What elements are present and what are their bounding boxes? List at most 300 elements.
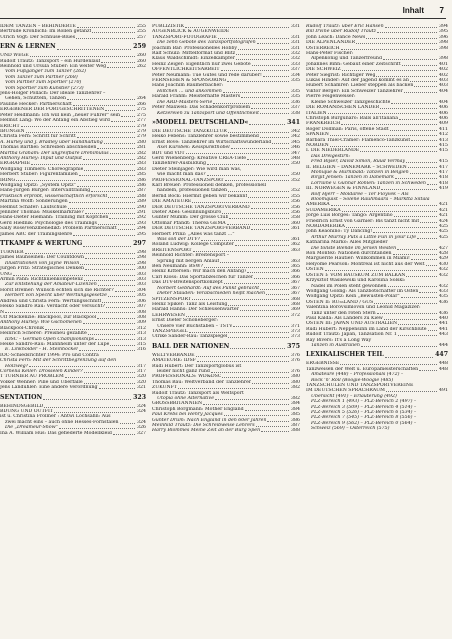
leader-dots	[419, 289, 437, 293]
toc-entry-title: Rudi Hubert: Neppensinn im Land der Kirschblüte	[306, 326, 427, 332]
toc-page-number: 260	[137, 58, 146, 64]
toc-entry-title: GROSSBRITANNIEN	[152, 401, 203, 407]
toc-page-number: 307	[137, 304, 146, 310]
leader-dots	[99, 385, 136, 389]
toc-entry-title: PLZ-Bereich 9 (562) – PLZ-Bereich 0 (564) –	[311, 420, 417, 426]
leader-dots	[120, 420, 136, 424]
toc-entry	[306, 426, 448, 431]
toc-page-number: 298	[137, 255, 146, 261]
toc-entry-title: Praktisch erprobt, wissenschaftlich erforscht	[0, 193, 108, 199]
leader-dots	[404, 89, 437, 93]
leader-dots	[29, 364, 135, 368]
leader-dots	[109, 215, 135, 219]
toc-entry-title: Heinz Kittersen: Wir mach den Anfang?	[152, 269, 247, 275]
running-title: Inhalt	[402, 6, 424, 15]
toc-entry-title: ERGRAPHIE	[0, 161, 31, 167]
toc-entry-title: Was soll der DTV?	[157, 237, 201, 243]
toc-page-number: 291	[137, 210, 146, 215]
leader-dots	[228, 188, 289, 192]
toc-entry-title: Carl Kloss: Das Sportabzeichen für Tänzer	[152, 274, 254, 280]
toc-entry-title: Martina Wolff: Sonderungen	[0, 199, 68, 205]
toc-page-number: 317	[137, 368, 146, 374]
toc-page-number: 432	[439, 267, 448, 273]
toc-page-number: 345	[291, 139, 300, 145]
leader-dots	[408, 165, 437, 169]
leader-dots	[79, 347, 135, 351]
toc-entry-title: T TURNIER AU PROBLEM	[0, 374, 64, 380]
toc-entry-title: TURNIER	[0, 250, 24, 256]
toc-entry-title: Wolfgang Opitz: Kein „Bewusten-Polar"	[306, 294, 400, 300]
leader-dots	[254, 275, 289, 279]
toc-page-number: 413	[439, 137, 448, 143]
toc-entry-title: Ulf Mackenzie: Blackpool, zur Blackpool	[0, 314, 97, 320]
toc-page-number: 288	[137, 193, 146, 199]
toc-entry-title: Wolfgang Timmers: Choreographie	[0, 166, 84, 172]
toc-entry-title: Anthony Hurley: Wie Gschomenen	[0, 320, 82, 326]
leader-dots	[105, 107, 135, 111]
toc-page-number: 448	[439, 366, 448, 372]
leader-dots	[380, 105, 437, 109]
toc-page-number: 367	[291, 280, 300, 286]
toc-entry-title: BREITENSPORT	[152, 247, 192, 253]
leader-dots	[102, 299, 135, 303]
toc-entry-title: FERNSEHEN & SPONSORING	[152, 78, 227, 84]
toc-entry-title: Birgit Jensen: Tanzen in Dänemark	[311, 175, 395, 181]
leader-dots	[402, 62, 437, 66]
toc-entry-title: Vom Partner zum Sportler (270)	[5, 80, 82, 86]
toc-entry-title: Dieter Abel: Gesinnungsbüro	[152, 210, 222, 215]
toc-page-number: 309	[137, 320, 146, 326]
toc-entry-title: Herbert von Specht über Wertungsgesetze	[5, 293, 107, 299]
toc-entry-title: NORDEN	[306, 142, 329, 148]
toc-entry-title: Roger Dollman: Paris, offene Stadt	[306, 126, 389, 132]
leader-dots	[83, 320, 135, 324]
toc-entry-title: Heinz Zeiger: Eigentlich nur zwei Gebote	[152, 61, 251, 67]
leader-dots	[21, 124, 135, 128]
leader-dots	[417, 235, 437, 239]
toc-page-number: 279	[137, 123, 146, 129]
toc-page-number: 275	[137, 107, 146, 113]
leader-dots	[77, 24, 135, 28]
toc-page-number: 257	[137, 34, 146, 40]
toc-page-number: 418	[439, 180, 448, 186]
toc-page-number: 376	[291, 368, 300, 374]
toc-page-number: 264	[137, 96, 146, 102]
toc-entry-title: Heinrich Scherer: Preisneu gezählte	[0, 331, 87, 337]
toc-entry-title: Pauline Hecker: Partnerschaft	[0, 101, 72, 107]
toc-page-number: 286	[137, 177, 146, 183]
leader-dots	[80, 261, 135, 265]
leader-dots	[91, 188, 135, 192]
toc-entry-title: ERN & LERNEN	[0, 43, 56, 51]
leader-dots	[257, 40, 289, 44]
leader-dots	[227, 221, 289, 225]
toc-entry-title: Die ARD-Masters-Serie	[157, 99, 213, 105]
leader-dots	[84, 167, 135, 171]
toc-entry-title: IBUNGEN	[0, 128, 25, 134]
leader-dots	[5, 310, 135, 314]
toc-entry-title: James Baunseinen: Der Countdown	[0, 255, 85, 261]
leader-dots	[207, 172, 290, 176]
toc-page-number: 331	[291, 34, 300, 40]
leader-dots	[399, 116, 437, 120]
toc-entry	[0, 232, 146, 237]
leader-dots	[241, 94, 289, 98]
toc-page-number: 380	[291, 374, 300, 380]
leader-dots	[57, 43, 131, 50]
leader-dots	[238, 46, 289, 50]
toc-page-number: 326	[137, 425, 146, 431]
toc-entry	[152, 428, 300, 433]
leader-dots	[201, 237, 289, 241]
toc-page-number: 373	[291, 328, 300, 334]
leader-dots	[218, 35, 289, 39]
toc-page-number: 324	[137, 409, 146, 414]
toc-page-number: 320	[137, 379, 146, 385]
leader-dots	[342, 67, 437, 71]
toc-entry-title: TANZSCHULEN UND TANZSPORTVEREINE	[306, 383, 414, 388]
toc-page-number: 282	[137, 150, 146, 156]
leader-dots	[376, 73, 437, 77]
toc-page-number: 362	[291, 242, 300, 248]
toc-entry-title: Vom Fußgänger zum Tänzer (262)	[5, 69, 87, 75]
leader-dots	[240, 307, 289, 311]
toc-entry-title: Tanzen in Australien	[311, 342, 360, 348]
leader-dots	[390, 127, 437, 131]
toc-entry-title: Andrea und Christa Fern: Wertungsschnitt	[0, 298, 102, 304]
toc-entry-title: Helmut Schäfer: Laufschule	[0, 204, 67, 210]
leader-dots	[84, 277, 135, 281]
leader-dots	[68, 205, 135, 209]
toc-entry-title: Anthony Hurley: Input und Output	[0, 155, 83, 161]
toc-page-number: 441	[439, 326, 448, 332]
toc-entry-title: UNG	[0, 271, 12, 277]
toc-entry-title: John Leach: Dance News	[306, 34, 366, 40]
leader-dots	[247, 156, 289, 160]
toc-page-number: 266	[137, 101, 146, 107]
toc-entry-title: Jennifer Thomas: Muskelmarkräle?	[0, 210, 84, 215]
toc-page-number: 363	[291, 258, 300, 264]
leader-dots	[84, 380, 135, 384]
leader-dots	[196, 353, 290, 357]
toc-page-number: 440	[439, 315, 448, 321]
toc-entry-title: A. Hürley und J. Bradley über Handhaltung	[0, 139, 103, 145]
toc-page-number: 365	[291, 264, 300, 270]
leader-dots	[222, 374, 289, 378]
leader-dots	[340, 361, 437, 365]
toc-entry-title: OSTEN I: VOM BAUSKUM ZUM BALKAN	[306, 272, 406, 278]
toc-page-number: 283	[137, 166, 146, 172]
toc-entry-title: Rudi Hubert: Der Tanzsportglobus ist	[152, 363, 242, 369]
toc-page-number: 308	[137, 309, 146, 315]
leader-dots	[385, 351, 433, 358]
toc-entry-title: Ketzereien zu Tanzsport und Öffentlichkeit	[157, 110, 259, 116]
toc-entry-title: Christoph Burgunaro: Balls all'Italiana	[306, 115, 398, 121]
toc-entry-title: LEXIKALISCHER TEIL	[306, 351, 384, 359]
toc-page-number: 387	[291, 423, 300, 429]
leader-dots	[377, 311, 437, 315]
toc-page-number: 279	[137, 128, 146, 134]
toc-entry-title: Die zehn Gebote des Tanzsportfotografen	[157, 40, 256, 46]
toc-entry-title: LEHRWESEN	[152, 312, 186, 318]
toc-page-number: 275	[137, 112, 146, 118]
toc-page-number: 317	[137, 363, 146, 369]
toc-entry-title: ERGEBNISSE	[306, 361, 340, 367]
toc-page-number: 305	[137, 293, 146, 299]
toc-page-number: 380	[291, 379, 300, 385]
toc-page-number: 290	[137, 204, 146, 210]
toc-entry-title: Joachim Bär: Professionelles Hobby	[152, 45, 238, 51]
leader-dots	[73, 232, 135, 236]
toc-page-number: 491	[439, 388, 448, 394]
leader-dots	[31, 161, 135, 165]
toc-entry-title: OSTEN	[306, 267, 324, 273]
toc-page-number: 335	[291, 94, 300, 100]
toc-entry-title: »MODELL DEUTSCHLAND«	[152, 118, 249, 126]
toc-entry-title: Rudolf Trautz: über Eric Hansen	[306, 24, 384, 29]
toc-entry-title: NORDAMERIKA	[306, 224, 345, 230]
toc-entry-title: Harald Hanns: Der Schleusenwärter	[152, 307, 239, 313]
toc-entry-title: Horst Bremer: Wunsch echten sich die Richter?	[0, 287, 114, 293]
leader-dots	[383, 56, 437, 60]
toc-page-number: 356	[291, 199, 300, 205]
toc-entry-title: Barbara Thiel-Cramér: Flamenco-Tanzkunst	[306, 137, 411, 143]
leader-dots	[79, 172, 135, 176]
toc-entry-title: Wolfgang Opitz: „System Opitz"	[0, 182, 76, 188]
toc-page-number: 372	[291, 312, 300, 318]
toc-entry-title: Das DTV-Breitensportkonzept	[152, 280, 223, 286]
toc-entry-title: Valentina Borovsimlovsn und Leonid Magazizer:	[306, 305, 421, 311]
toc-entry-title: Ulrike Sander-Rau: Tanzspiegel	[152, 334, 228, 340]
toc-entry-title: Thomas Bäu: Weltverband der Tanzlehrer	[152, 379, 252, 385]
toc-entry-title: AMERIKA	[306, 202, 330, 208]
leader-dots	[427, 181, 437, 185]
toc-entry-title: Christa Fern: Mit der Schrittbegrenzung auf den	[0, 358, 117, 364]
leader-dots	[251, 105, 289, 109]
toc-page-number: 396	[439, 34, 448, 40]
leader-dots	[393, 251, 438, 255]
toc-entry-title: Christoph Borgmann: Mother England	[152, 406, 244, 412]
leader-dots	[328, 111, 437, 115]
toc-entry-title: Amateure (448) – Professionals (472) –	[311, 372, 404, 378]
toc-entry-title: Peter Neumann: Tue Gutes und rede darüber!	[152, 72, 262, 78]
toc-page-number: 421	[439, 213, 448, 219]
leader-dots	[249, 119, 285, 126]
toc-page-number: 281	[137, 145, 146, 151]
leader-dots	[77, 134, 135, 138]
leader-dots	[401, 294, 437, 298]
toc-page-number: 395	[439, 29, 448, 35]
toc-entry-title: Arthur Murray Puts a Little Fun in your Life	[311, 234, 417, 240]
toc-page-number: 368	[291, 301, 300, 307]
toc-page-number: 304	[137, 287, 146, 293]
leader-dots	[360, 148, 437, 152]
toc-entry-title: Alpenkönig und Tänzerfreund	[311, 56, 382, 62]
toc-entry-title: Unsere vier Buchstaben – TSTV	[157, 323, 233, 329]
toc-page-number: 386	[291, 417, 300, 423]
toc-page-number: 436	[439, 310, 448, 316]
toc-page-number: 430	[439, 261, 448, 267]
leader-dots	[386, 388, 437, 392]
toc-entry-title: leider nicht ganz rund	[157, 368, 210, 374]
toc-entry-title: DIE AMATEURE	[152, 199, 192, 205]
leader-dots	[224, 280, 289, 284]
leader-dots	[85, 255, 135, 259]
toc-page-number: 443	[439, 332, 448, 338]
toc-entry-title: Thomas Barthel: Schreiben abschneiden	[0, 145, 97, 151]
toc-entry-title: Günter Drum: Nach England in den 60er Jahren	[152, 417, 267, 423]
toc-entry-title: Paul Krebs bei Henry Jacques	[152, 412, 223, 418]
toc-entry-title: Rudolf Trautz: Tanzsport – ein Hürdenlauf	[0, 58, 101, 64]
toc-entry-title: wie macht man das?	[157, 172, 206, 178]
toc-page-number: 335	[291, 78, 300, 84]
toc-section-heading	[152, 119, 300, 127]
leader-dots	[54, 409, 135, 413]
leader-dots	[272, 140, 289, 144]
toc-entry-title: Jürgen Fritz: Strategisches Denken	[0, 266, 85, 272]
leader-dots	[428, 327, 438, 331]
toc-entry-title: PLZ-Bereich 5 (526) – PLZ-Bereich 6 (534) –	[311, 410, 417, 416]
toc-entry-title: Bloomquist – Solene Rauhmaara – Marktta Siltala	[311, 197, 430, 202]
toc-entry-title: Peter Heidmann: Ich will kein „neuer Führer" sein	[0, 112, 121, 118]
leader-dots	[236, 51, 289, 55]
leader-dots	[227, 78, 289, 82]
toc-entry-title: Ulrich Vogt: Der Schnuse-Blues	[0, 34, 76, 40]
toc-entry-title: Hans-Jürgen Burger: Intervalltraining	[0, 188, 91, 194]
toc-entry-title: AMATEURE: IDSF	[152, 358, 196, 364]
leader-dots	[211, 369, 289, 373]
toc-page-number: 336	[291, 99, 300, 105]
toc-page-number: 324	[137, 403, 146, 409]
toc-page-number: 398	[439, 56, 448, 62]
toc-entry-title: Helmut Lang: Wo der Anfang ein Abstieg wird	[0, 118, 110, 124]
leader-dots	[228, 334, 289, 338]
toc-page-number: 428	[439, 251, 448, 257]
toc-entry-title: Heiko Sandro Rau: Verdacht oder versucht?	[0, 304, 105, 310]
leader-dots	[325, 267, 437, 271]
toc-page-number: 323	[133, 393, 146, 401]
toc-entry-title: DER DEUTSCHE TANZSPORTVERBAND	[152, 204, 250, 210]
toc-page-number: 297	[133, 240, 146, 248]
toc-page-number: 262	[137, 64, 146, 70]
toc-entry-title: PROFESSIONALS: WD&DSC	[152, 374, 222, 380]
toc-entry-title: Ralf Schulz: Mittelformat und Blitz	[152, 51, 236, 57]
toc-page-number: 367	[291, 285, 300, 291]
toc-entry-title: IDEM TANZEN – BEHINDERTE	[0, 24, 76, 29]
toc-entry-title: Utopia ohne Alternative	[157, 396, 214, 401]
toc-page-number: 384	[291, 401, 300, 407]
toc-page-number: 285	[137, 172, 146, 178]
toc-page-number: 432	[439, 272, 448, 278]
toc-entry	[0, 385, 146, 390]
leader-dots	[394, 213, 437, 217]
leader-dots	[261, 428, 289, 432]
toc-entry-title: handeln, professionell tanzen	[157, 188, 228, 194]
toc-page-number: 433	[439, 288, 448, 294]
toc-page-number: 255	[137, 29, 146, 35]
toc-entry-title: Holzweg?	[5, 363, 29, 369]
toc-entry-title: TANZSPIEGEL	[152, 328, 188, 334]
leader-dots	[374, 300, 437, 304]
toc-entry-title: Die „Dreameur-Show"	[5, 425, 58, 431]
leader-dots	[92, 29, 135, 33]
toc-entry-title: Ernst Dieter Schöneberger:	[152, 318, 218, 324]
toc-entry-title: BDT und VDT	[152, 150, 185, 156]
toc-page-number: 300	[137, 266, 146, 272]
toc-entry-title: Heinz Spiker: Tanz als Leistung	[152, 301, 228, 307]
toc-entry-title: SÜDAMERIKA	[306, 207, 341, 213]
leader-dots	[43, 394, 131, 401]
toc-entry-title: Harald Frahm: Meisterhafte Masters	[152, 94, 241, 100]
toc-page-number: 321	[137, 385, 146, 391]
leader-dots	[30, 53, 135, 57]
leader-dots	[113, 431, 135, 435]
toc-page-number: 412	[439, 132, 448, 138]
toc-entry	[0, 35, 146, 40]
leader-dots	[248, 194, 289, 198]
leader-dots	[230, 343, 285, 350]
leader-dots	[85, 266, 135, 270]
leader-dots	[361, 343, 437, 347]
toc-page-number: 394	[439, 24, 448, 29]
toc-page-number: 347	[291, 150, 300, 156]
toc-entry-title: Hélyome Pearson: Montreal ist nicht aus der Welt	[306, 261, 425, 267]
toc-entry-title: Bernd Bock: Hiermit geben wir bekannt	[152, 193, 248, 199]
toc-page-number: 315	[137, 341, 146, 347]
toc-page-number: 313	[137, 331, 146, 337]
toc-page-number: 352	[291, 188, 300, 194]
toc-entry-title: WELTVERBÄNDE	[152, 352, 195, 358]
toc-entry-title: Hans Joachim Baumerbacher:	[152, 83, 224, 89]
leader-dots	[222, 210, 289, 214]
leader-dots	[388, 284, 437, 288]
toc-entry-title: Hiltchen … und ankommen	[157, 88, 222, 94]
leader-dots	[373, 229, 437, 233]
toc-entry-title: Das Dreigestirn:	[311, 153, 351, 159]
leader-dots	[45, 326, 135, 330]
toc-page-number: 409	[439, 121, 448, 127]
toc-entry-title: Ben Neumann: BSW?	[152, 264, 203, 270]
toc-entry-title: Meinhild Trautz: Die Schreibweise Lehrers	[152, 423, 255, 429]
toc-page-number: 417	[439, 164, 448, 170]
toc-page-number: 348	[291, 155, 300, 161]
toc-page-number: 294	[137, 226, 146, 232]
toc-entry-title: TANZSPORT-FOTOGRAFIE	[152, 34, 217, 40]
toc-page-number: 293	[137, 220, 146, 226]
toc-section-heading	[152, 343, 300, 351]
toc-page-number: 366	[291, 274, 300, 280]
toc-entry-title: Ray Bivers: It's a Long Way	[306, 337, 372, 343]
toc-page-number: 306	[137, 298, 146, 304]
toc-page-number: 411	[439, 126, 448, 132]
toc-entry-title: Herbert Prinz: „Alles was tanzt …"	[152, 231, 235, 237]
toc-section-heading	[0, 240, 146, 248]
toc-entry-title: Hans-Peter Fischer:	[306, 51, 354, 57]
toc-entry-title: Ernst Bove: Tanzlehrer im Wirtschaftswunderland	[152, 139, 272, 145]
leader-dots	[406, 273, 437, 277]
toc-page-number: 402	[439, 67, 448, 73]
toc-entry-title: Monique & Hurnibald: Tanzen in Belgien	[311, 169, 409, 175]
toc-page-number: 320	[137, 374, 146, 380]
leader-dots	[192, 297, 289, 301]
toc-page-number: 382	[291, 396, 300, 401]
toc-entry-title: Übersicht (491) – Erläuterung (492)	[311, 393, 397, 399]
toc-page-number: 333	[291, 61, 300, 67]
toc-page-number: 358	[291, 215, 300, 221]
toc-entry-title: Klaus Waldschmidt: Einzelkämpfer	[152, 56, 235, 62]
leader-dots	[260, 286, 289, 290]
toc-section-heading	[0, 394, 146, 402]
